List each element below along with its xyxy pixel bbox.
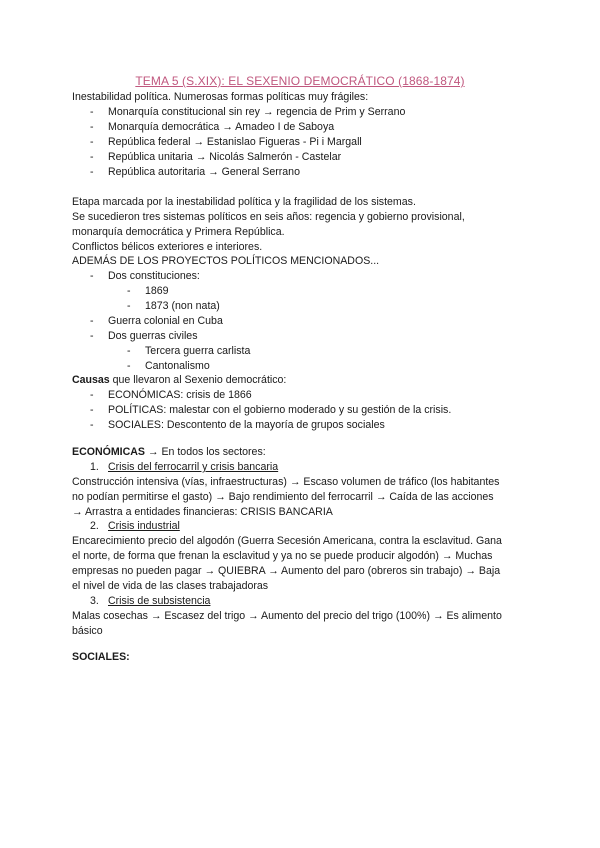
list-item: SOCIALES: Descontento de la mayoría de grupos sociales	[108, 419, 385, 431]
bullet-dash: -	[127, 285, 131, 297]
paragraph-line: Conflictos bélicos exteriores e interiores.	[72, 241, 263, 253]
paragraph-line: empresas no pueden pagar → QUIEBRA → Aumento del paro (obreros sin trabajo) → Baja	[72, 565, 501, 577]
subsection-heading: Crisis del ferrocarril y crisis bancaria	[108, 461, 279, 473]
bullet-dash: -	[90, 121, 94, 133]
paragraph-line: el norte, de forma que frenan la esclavitud y ya no se puede producir algodón) → Muchas	[72, 550, 493, 562]
paragraph-line: Encarecimiento precio del algodón (Guerra Secesión Americana, contra la esclavitud. Gana	[72, 535, 502, 547]
bullet-dash: -	[90, 330, 94, 342]
bullet-dash: -	[90, 419, 94, 431]
bullet-dash: -	[127, 300, 131, 312]
bullet-dash: -	[90, 404, 94, 416]
causas-heading	[72, 374, 286, 387]
subsection-heading: Crisis de subsistencia	[108, 595, 211, 607]
paragraph-line: → Arrastra a entidades financieras: CRISIS BANCARIA	[72, 506, 333, 518]
list-item: República federal → Estanislao Figueras - Pi i Margall	[108, 136, 362, 148]
paragraph-line: Etapa marcada por la inestabilidad política y la fragilidad de los sistemas.	[72, 196, 416, 208]
sociales-heading: SOCIALES:	[72, 651, 130, 663]
section-number: 3.	[90, 595, 99, 607]
paragraph-line: Malas cosechas → Escasez del trigo → Aumento del precio del trigo (100%) → Es alimento	[72, 610, 502, 622]
document-title: TEMA 5 (S.XIX): EL SEXENIO DEMOCRÁTICO (1868-1874)	[135, 74, 465, 88]
list-item: POLÍTICAS: malestar con el gobierno moderado y su gestión de la crisis.	[108, 404, 452, 416]
bullet-dash: -	[90, 136, 94, 148]
list-item: Dos guerras civiles	[108, 330, 198, 342]
sub-list-item: 1873 (non nata)	[145, 300, 220, 312]
subsection-heading: Crisis industrial	[108, 520, 180, 532]
intro-line: Inestabilidad política. Numerosas formas políticas muy frágiles:	[72, 91, 369, 103]
paragraph-line: Se sucedieron tres sistemas políticos en seis años: regencia y gobierno provisional,	[72, 211, 465, 223]
paragraph-line: Construcción intensiva (vías, infraestructuras) → Escaso volumen de tráfico (los habitantes	[72, 476, 500, 488]
economicas-bold: ECONÓMICAS	[72, 446, 145, 458]
bullet-dash: -	[90, 389, 94, 401]
bullet-dash: -	[127, 360, 131, 372]
causas-rest: que llevaron al Sexenio democrático:	[109, 374, 287, 386]
list-item: República unitaria → Nicolás Salmerón - Castelar	[108, 151, 342, 163]
paragraph-line: monarquía democrática y Primera República.	[72, 226, 285, 238]
paragraph-line: ADEMÁS DE LOS PROYECTOS POLÍTICOS MENCIONADOS...	[72, 255, 380, 267]
list-item: Guerra colonial en Cuba	[108, 315, 223, 327]
economicas-rest: → En todos los sectores:	[144, 446, 266, 458]
causas-bold: Causas	[72, 374, 110, 386]
list-item: Monarquía constitucional sin rey → regencia de Prim y Serrano	[108, 106, 406, 118]
list-item: Dos constituciones:	[108, 270, 200, 282]
bullet-dash: -	[90, 270, 94, 282]
bullet-dash: -	[90, 106, 94, 118]
section-number: 1.	[90, 461, 99, 473]
bullet-dash: -	[90, 315, 94, 327]
bullet-dash: -	[90, 166, 94, 178]
list-item: ECONÓMICAS: crisis de 1866	[108, 389, 252, 401]
section-number: 2.	[90, 520, 99, 532]
economicas-heading	[72, 446, 266, 459]
sub-list-item: Tercera guerra carlista	[145, 345, 251, 357]
sub-list-item: Cantonalismo	[145, 360, 210, 372]
sub-list-item: 1869	[145, 285, 169, 297]
paragraph-line: el nivel de vida de las clases trabajadoras	[72, 580, 269, 592]
paragraph-line: básico	[72, 625, 103, 637]
bullet-dash: -	[90, 151, 94, 163]
list-item: República autoritaria → General Serrano	[108, 166, 300, 178]
bullet-dash: -	[127, 345, 131, 357]
paragraph-line: no podían permitirse el gasto) → Bajo rendimiento del ferrocarril → Caída de las acciones	[72, 491, 494, 503]
list-item: Monarquía democrática → Amadeo I de Saboya	[108, 121, 335, 133]
